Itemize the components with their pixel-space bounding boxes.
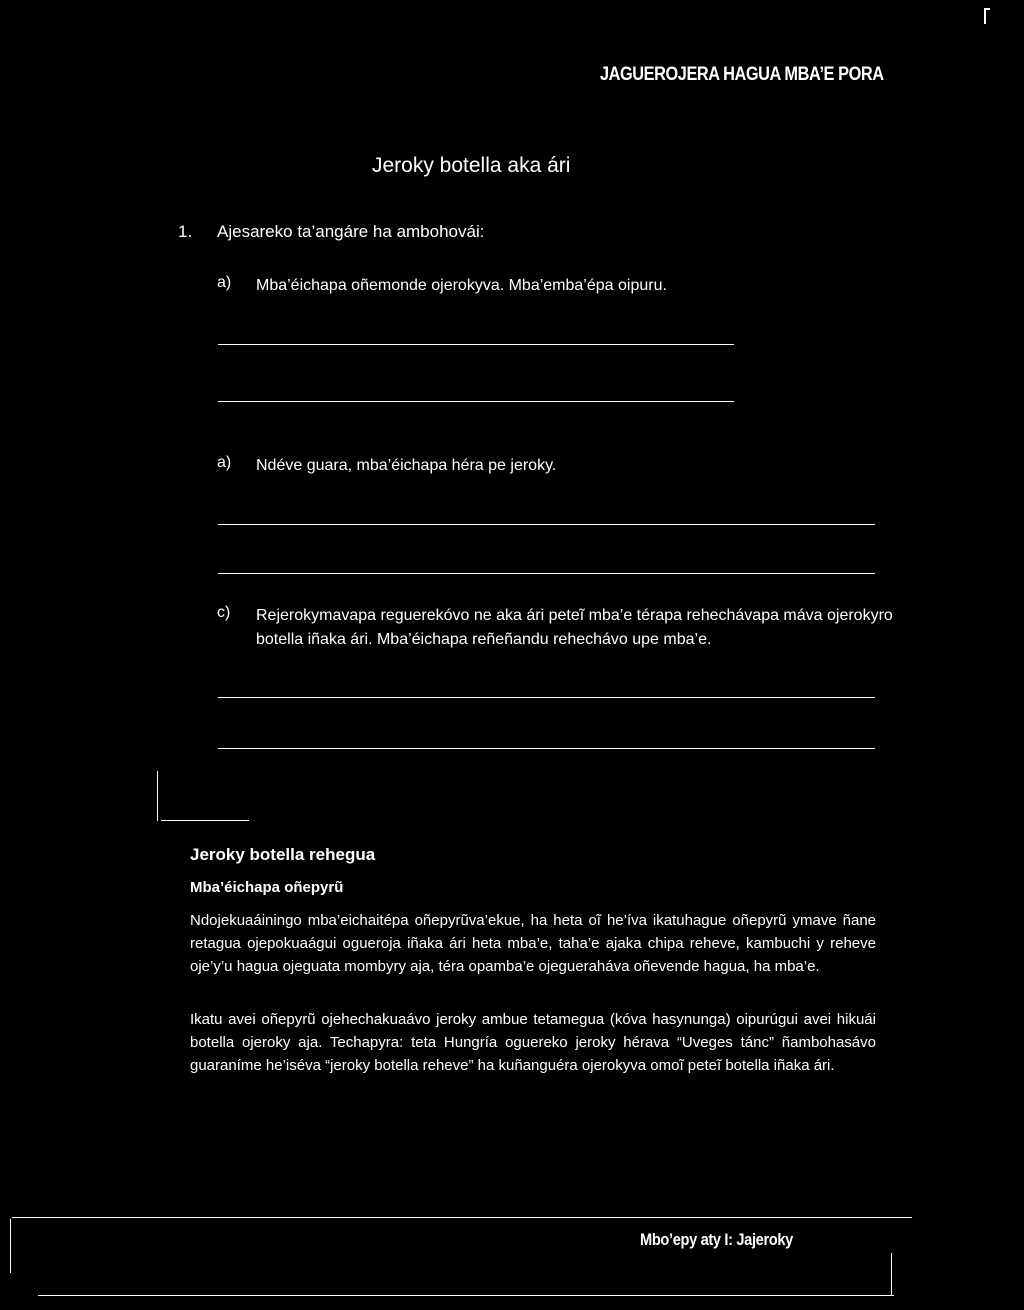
paragraph: Ikatu avei oñepyrũ ojehechakuaávo jeroky ambue tetamegua (kóva hasynunga) oipurúgui avei hikuái botella ojeroky aja. Techapyra: teta Hungría oguereko jeroky hérava “Uveges tánc” ñambohasávo guaraníme he’iséva “jeroky botella reheve” ha kuñanguéra ojerokyva omoĩ peteĩ botella iñaka ári.	[190, 1011, 876, 1074]
answer-line[interactable]	[218, 748, 875, 749]
section-subtitle: Mba’éichapa oñepyrũ	[190, 879, 344, 896]
footer-label: Mbo’epy aty I: Jajeroky	[640, 1230, 793, 1249]
answer-line[interactable]	[218, 344, 734, 345]
item-text: Mba’éichapa oñemonde ojerokyva. Mba’emba’épa oipuru.	[256, 277, 667, 294]
answer-line[interactable]	[218, 697, 875, 698]
answer-line[interactable]	[218, 573, 875, 574]
answer-line[interactable]	[218, 401, 734, 402]
item-letter: a)	[217, 274, 232, 291]
item-letter: a)	[217, 454, 232, 471]
running-header: JAGUEROJERA HAGUA MBA’E PORA	[600, 64, 884, 85]
section-frame-bottom	[161, 820, 249, 821]
question-number: 1.	[178, 222, 193, 241]
footer-bottom-rule	[38, 1295, 894, 1296]
item-letter: c)	[217, 604, 231, 621]
section-frame-left	[157, 771, 158, 821]
item-text: Ndéve guara, mba’éichapa héra pe jeroky.	[256, 457, 557, 474]
footer-top-rule	[12, 1217, 912, 1218]
section-title: Jeroky botella rehegua	[190, 845, 376, 864]
item-text: Rejerokymavapa reguerekóvo ne aka ári peteĩ mba’e térapa rehechávapa máva ojerokyro botella iñaka ári. Mba’éichapa reñeñandu rehechávo upe mba’e.	[256, 607, 893, 648]
corner-crop-mark	[984, 8, 990, 24]
footer-left-rule	[10, 1219, 11, 1273]
page-title: Jeroky botella aka ári	[372, 154, 571, 177]
question-prompt: Ajesareko ta’angáre ha ambohovái:	[217, 222, 485, 241]
paragraph: Ndojekuaáiningo mba’eichaitépa oñepyrũva’ekue, ha heta oĩ he’íva ikatuhague oñepyrũ ymave ñane retagua ojepokuaágui ogueroja iñaka ári heta mba’e, taha’e ajaka chipa reheve, kambuchi y reheve oje’y’u hagua ojeguata mombyry aja, téra opamba’e ojegueraháva oñevende hagua, ha mba’e.	[190, 912, 876, 975]
footer-right-rule	[891, 1253, 892, 1295]
answer-line[interactable]	[218, 524, 875, 525]
